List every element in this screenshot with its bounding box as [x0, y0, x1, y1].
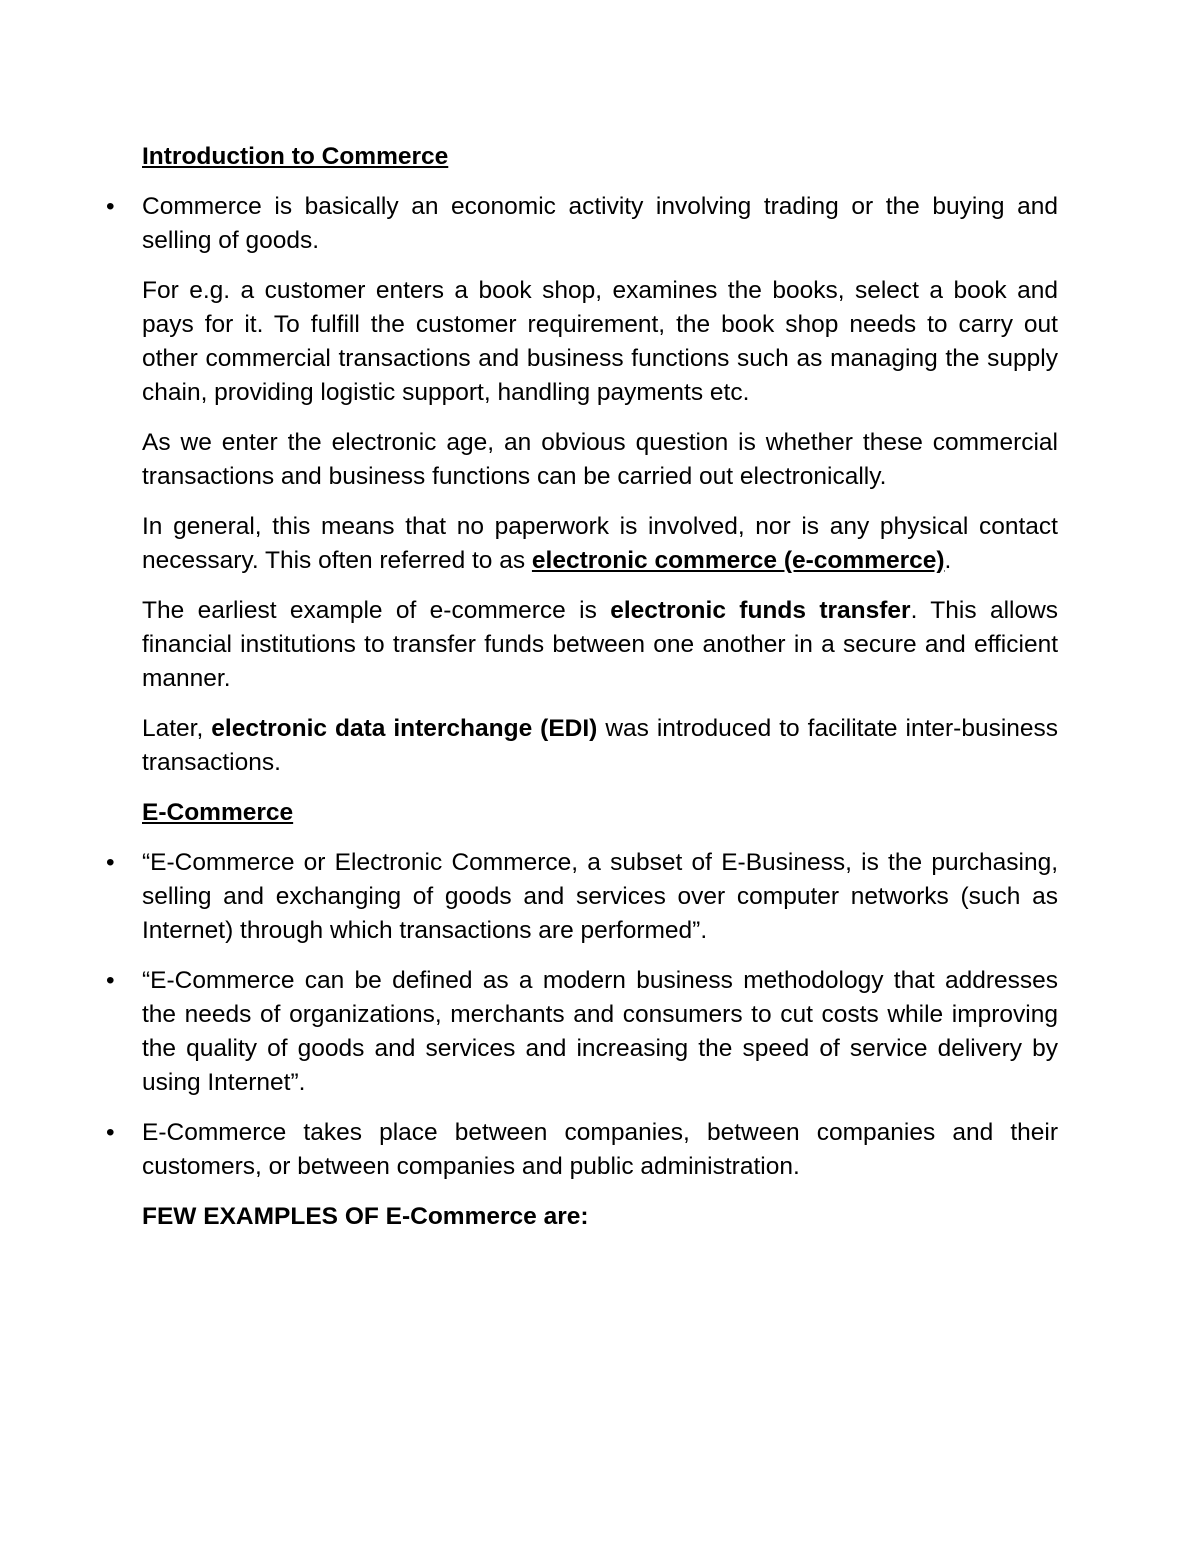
term-electronic-funds-transfer: electronic funds transfer [610, 597, 911, 624]
paragraph-text: was introduced to facilitate inter-business transactions. [142, 715, 1059, 776]
bullet-item-ecommerce-definition [106, 846, 1058, 948]
bullet-icon: • [106, 849, 115, 876]
paragraph-text: The earliest example of e-commerce is [142, 597, 611, 624]
bullet-text: “E-Commerce can be defined as a modern business methodology that addresses the needs of organizations, merchants and consumers to cut costs while improving the quality of goods and services and increasing the speed of service delivery by using Internet”. [142, 967, 1058, 1096]
paragraph-electronic-age: As we enter the electronic age, an obvious question is whether these commercial transactions and business functions can be carried out electronically. [142, 429, 1058, 490]
bullet-icon: • [106, 193, 115, 220]
section-heading-introduction: Introduction to Commerce [142, 143, 449, 170]
bullet-item-ecommerce-methodology [106, 964, 1058, 1100]
section-heading-examples: FEW EXAMPLES OF E-Commerce are: [142, 1203, 589, 1230]
bullet-item-commerce-definition [106, 190, 1058, 258]
paragraph-text: . [944, 547, 952, 574]
term-electronic-commerce: electronic commerce (e-commerce) [531, 547, 945, 574]
paragraph-funds-transfer [142, 594, 1058, 696]
bullet-text: “E-Commerce or Electronic Commerce, a subset of E-Business, is the purchasing, selling and exchanging of goods and services over computer networks (such as Internet) through which transactions are performed”. [142, 849, 1058, 944]
term-edi: electronic data interchange (EDI) [211, 715, 598, 742]
document-body [106, 140, 1058, 1250]
paragraph-edi [142, 712, 1058, 780]
paragraph-book-shop-example: For e.g. a customer enters a book shop, examines the books, select a book and pays for it. To fulfill the customer requirement, the book shop needs to carry out other commercial transactions and business functions such as managing the supply chain, providing logistic support, handling payments etc. [142, 277, 1058, 406]
paragraph-text: . This allows financial institutions to transfer funds between one another in a secure and efficient manner. [142, 597, 1059, 692]
bullet-icon: • [106, 1119, 115, 1146]
bullet-text: Commerce is basically an economic activity involving trading or the buying and selling of goods. [142, 193, 1058, 254]
bullet-text: E-Commerce takes place between companies, between companies and their customers, or between companies and public administration. [142, 1119, 1058, 1180]
paragraph-text: In general, this means that no paperwork is involved, nor is any physical contact necessary. This often referred to as [142, 513, 1058, 574]
paragraph-text: Later, [142, 715, 212, 742]
section-heading-ecommerce: E-Commerce [142, 799, 294, 826]
bullet-item-ecommerce-parties [106, 1116, 1058, 1184]
paragraph-ecommerce-term [142, 510, 1058, 578]
bullet-icon: • [106, 967, 115, 994]
